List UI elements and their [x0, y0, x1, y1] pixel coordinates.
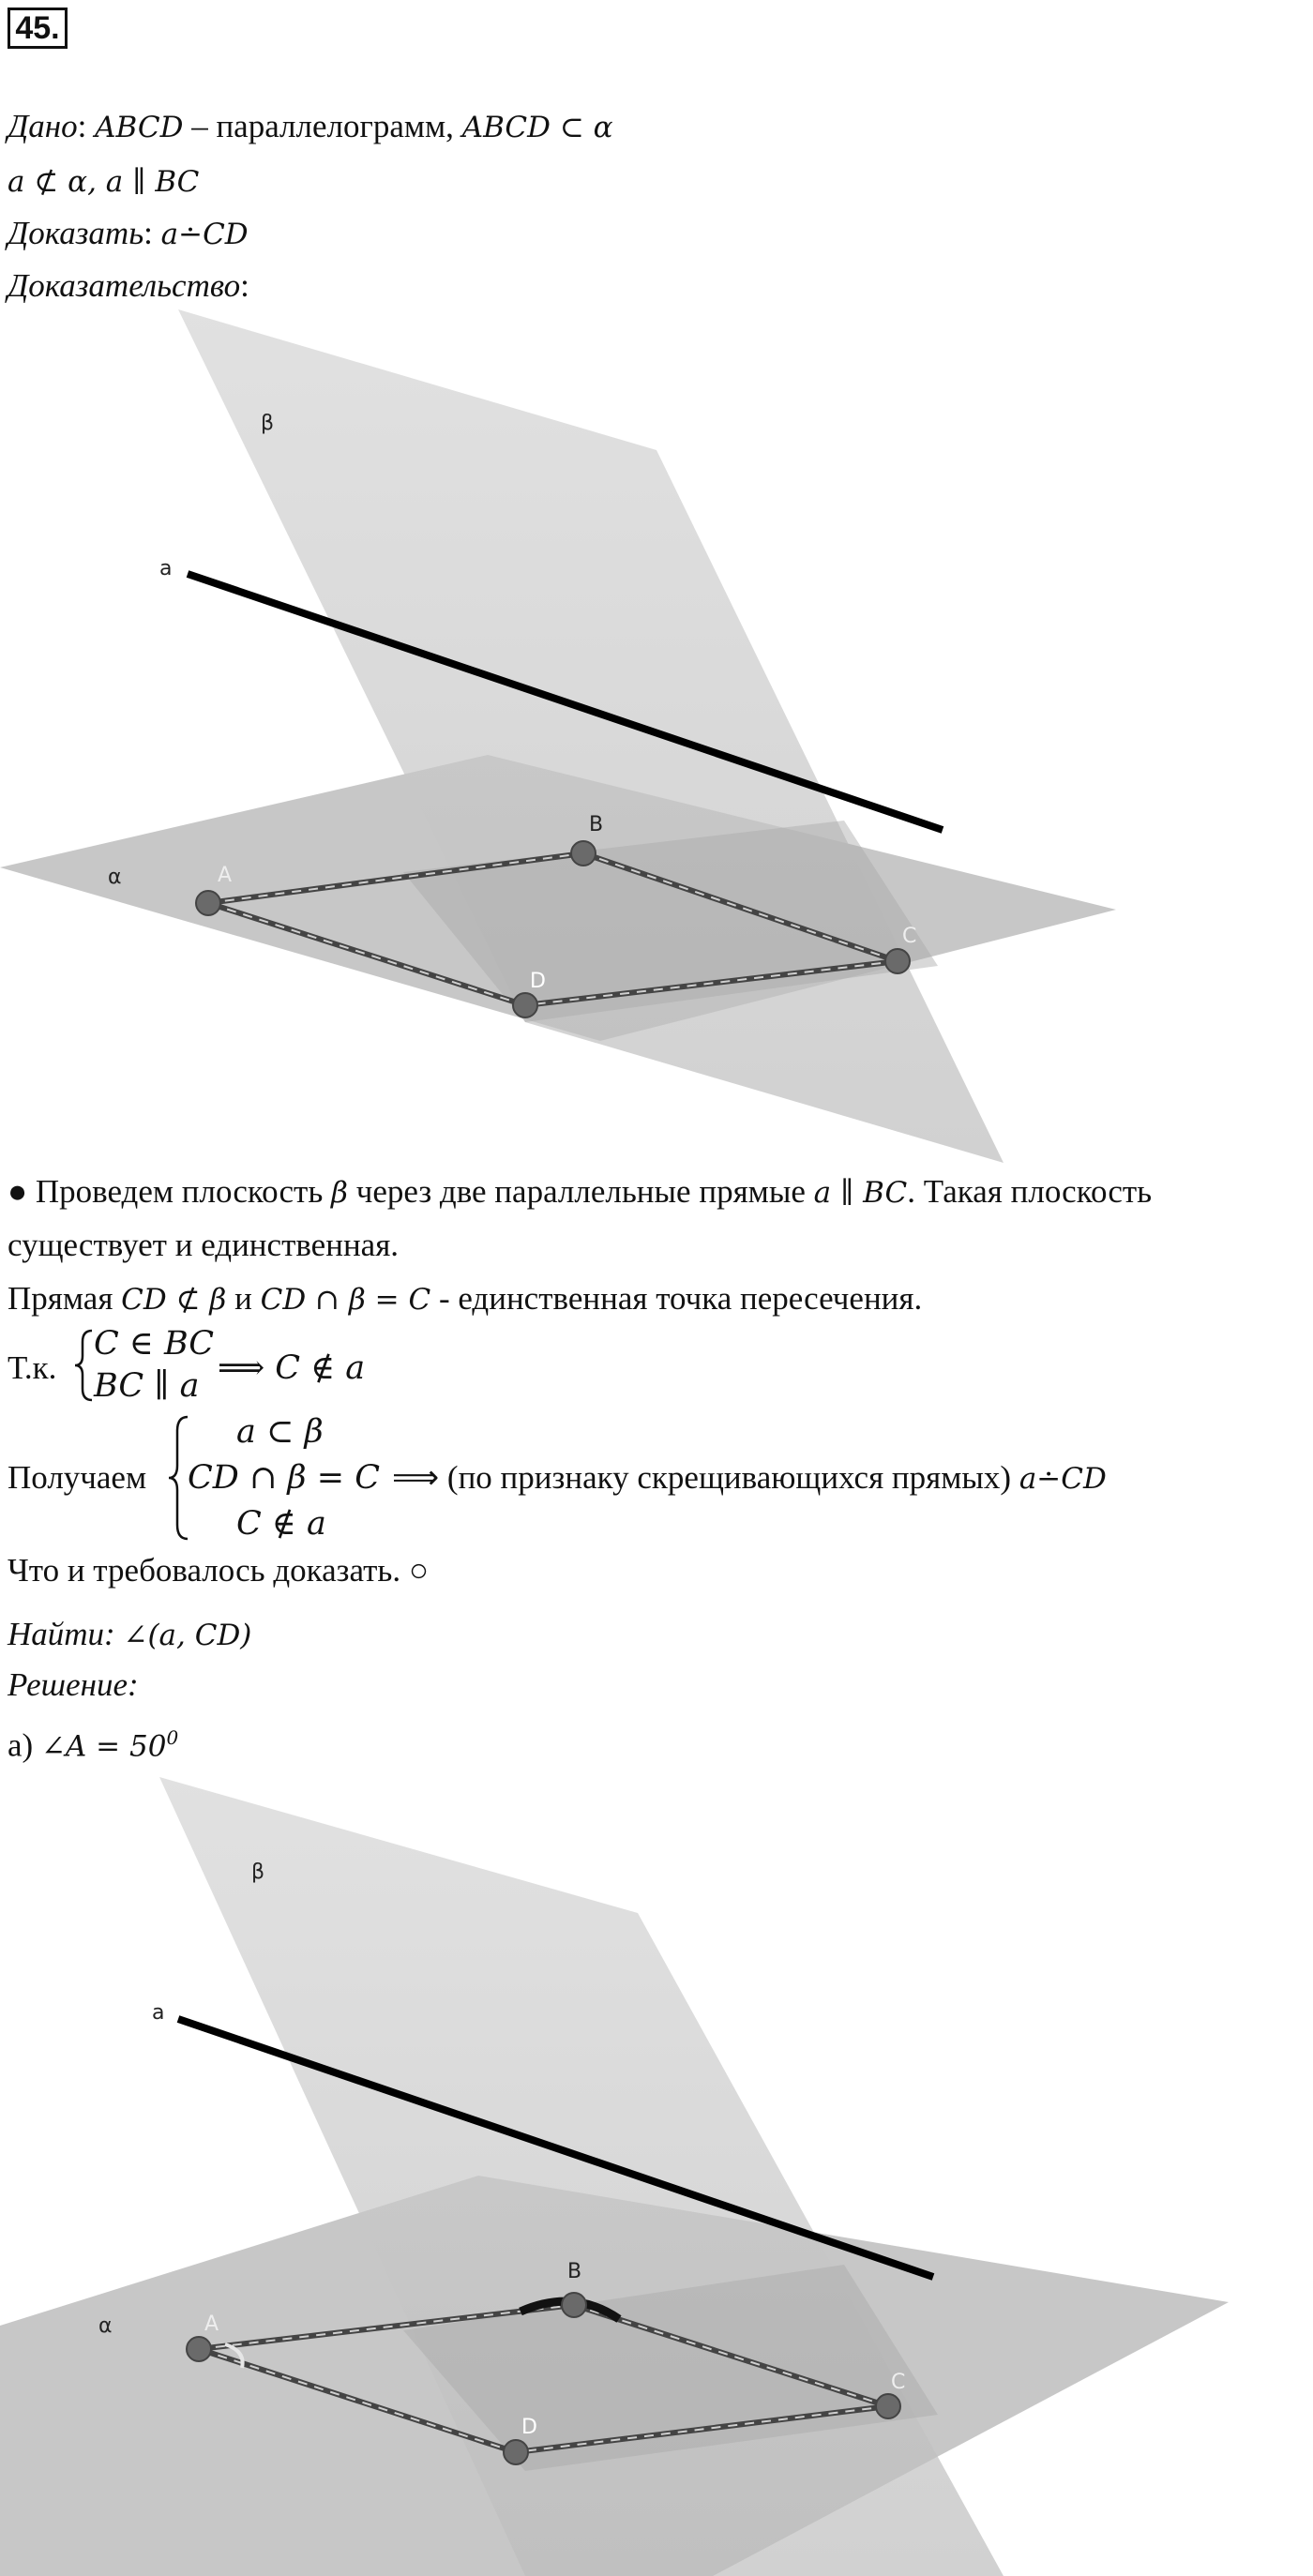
label-a: a	[159, 557, 173, 580]
label-C: C	[902, 925, 917, 948]
get-row-1: a ⊂ β	[236, 1413, 324, 1451]
part-a-sup: 0	[166, 1726, 179, 1749]
plane-beta	[178, 309, 1004, 1163]
point-b-2	[562, 2293, 586, 2317]
given-line-2	[8, 159, 199, 203]
label-C-2: C	[891, 2371, 906, 2394]
prove-line: Доказать: a∸CD	[8, 215, 249, 251]
p1-line2-text: существует и единственная.	[8, 1227, 400, 1263]
p2-text3: - единственная точка пересечения.	[430, 1280, 923, 1317]
point-c	[885, 949, 910, 973]
get-result: a∸CD	[1019, 1462, 1107, 1496]
solution-label: Решение:	[8, 1666, 139, 1703]
label-B-2: B	[567, 2260, 582, 2283]
p1-math-parallel: a ∥ BC	[813, 1176, 908, 1210]
label-beta-2: β	[251, 1860, 265, 1884]
label-alpha-2: α	[98, 2314, 113, 2338]
tk-label: Т.к.	[8, 1349, 57, 1386]
find-line	[8, 1613, 251, 1657]
proof-p1-line1	[8, 1170, 1152, 1214]
point-d-2	[504, 2440, 528, 2464]
proof-p1-line2	[8, 1224, 399, 1267]
point-d	[513, 993, 537, 1017]
get-row-3: C ∉ a	[236, 1505, 326, 1543]
given-label: Дано	[8, 108, 78, 144]
p2-math2: CD ∩ β = C	[260, 1283, 431, 1317]
given-text: – параллелограмм,	[183, 108, 462, 144]
solution-heading	[8, 1664, 139, 1707]
label-alpha: α	[108, 866, 122, 889]
point-a-2	[187, 2337, 211, 2361]
part-a-math: ∠A = 50	[40, 1729, 167, 1764]
p2-math1: CD ⊄ β	[121, 1283, 227, 1317]
point-a	[196, 891, 220, 915]
point-b	[571, 841, 596, 866]
proof-conclusion	[8, 1549, 429, 1592]
proof-heading: Доказательство:	[8, 267, 249, 304]
label-B: B	[589, 813, 604, 836]
problem-number: 45.	[8, 8, 68, 49]
get-row-2: CD ∩ β = C	[188, 1459, 381, 1497]
given-math-abcd: ABCD	[95, 111, 184, 144]
conclusion-text: Что и требовалось доказать. ○	[8, 1552, 430, 1589]
p1-math-beta: β	[331, 1176, 348, 1210]
label-A-2: A	[204, 2312, 219, 2336]
proof-p2	[8, 1277, 922, 1321]
figure-2	[0, 1777, 1313, 2576]
given-math-line2: a ⊄ α, a ∥ BC	[8, 165, 200, 199]
prove-math: a∸CD	[160, 218, 249, 251]
p1-text1: ● Проведем плоскость	[8, 1173, 332, 1210]
part-a-line	[8, 1716, 178, 1769]
label-a-2: a	[152, 2001, 165, 2025]
get-label: Получаем	[8, 1459, 147, 1496]
find-label: Найти:	[8, 1616, 115, 1652]
given-line-1: Дано: ABCD – параллелограмм, ABCD ⊂ α	[8, 108, 613, 144]
proof-label: Доказательство	[8, 267, 241, 304]
label-beta: β	[261, 412, 275, 435]
prove-label: Доказать	[8, 215, 144, 251]
tk-result: ⟹ C ∉ a	[218, 1349, 366, 1387]
find-math: ∠(a, CD)	[123, 1619, 252, 1652]
p1-text2: через две параллельные прямые	[347, 1173, 814, 1210]
get-arrow-text: ⟹ (по признаку скрещивающихся прямых)	[392, 1459, 1019, 1496]
given-math-subset: ABCD ⊂ α	[461, 111, 613, 144]
label-D-2: D	[521, 2416, 537, 2439]
p2-text1: Прямая	[8, 1280, 122, 1317]
tk-row-2: BC ∥ a	[94, 1367, 200, 1405]
p2-text2: и	[226, 1280, 261, 1317]
part-a-prefix: а)	[8, 1726, 41, 1764]
label-A: A	[218, 864, 233, 887]
figure-1	[0, 309, 1313, 1163]
get-conclusion	[392, 1456, 1107, 1500]
label-D: D	[530, 970, 546, 993]
p1-text3: . Такая плоскость	[907, 1173, 1153, 1210]
point-c-2	[876, 2394, 900, 2418]
tk-row-1: C ∈ BC	[94, 1325, 215, 1363]
